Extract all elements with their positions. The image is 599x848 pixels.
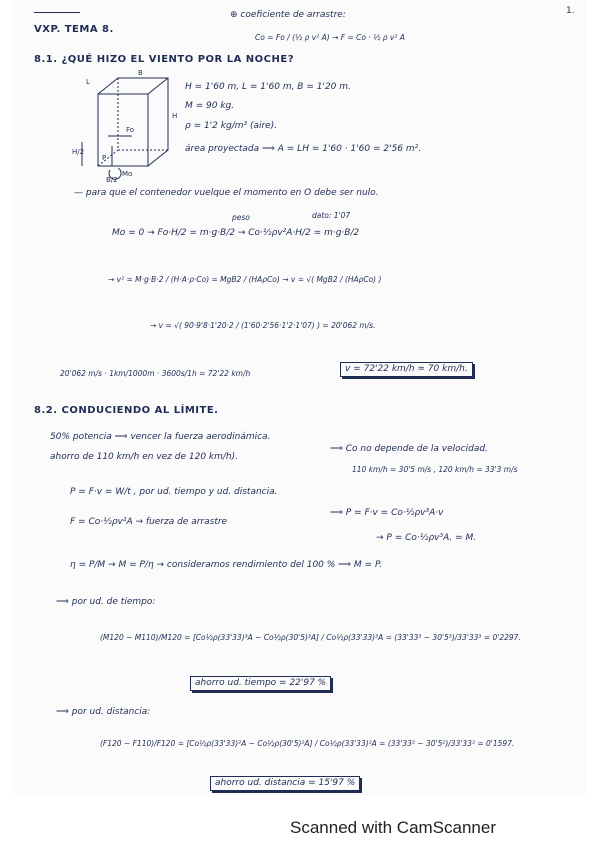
power-final-equation: → P = Co·½ρv³A. = M.: [376, 533, 477, 543]
section2-title: 8.2. CONDUCIENDO AL LÍMITE.: [34, 405, 219, 416]
power-line: 50% potencia ⟹ vencer la fuerza aerodinámica.: [50, 432, 271, 442]
data-line-mass: M = 90 kg.: [185, 101, 235, 111]
per-time-result-box: ahorro ud. tiempo = 22'97 %: [190, 676, 331, 691]
diagram-label-H2: H/2: [72, 148, 85, 156]
co-constant-note: ⟹ Co no depende de la velocidad.: [330, 444, 488, 454]
unit-conversion: 20'062 m/s · 1km/1000m · 3600s/1h = 72'22 km/h: [60, 369, 251, 378]
drag-coef-formula: Co = Fo / (½ ρ v² A) → F = Co · ½ ρ v² A: [255, 33, 405, 42]
drag-coef-label: ⊕ coeficiente de arrastre:: [230, 10, 346, 20]
section1-title: 8.1. ¿QUÉ HIZO EL VIENTO POR LA NOCHE?: [34, 54, 295, 65]
data-line-area: área proyectada ⟹ A = LH = 1'60 · 1'60 = 2'56 m².: [185, 144, 422, 154]
diagram-label-Fo: Fo: [126, 126, 135, 134]
velocity-squared-equation: → v² = M·g·B·2 / (H·A·ρ·Co) = MgB2 / (HAρCo) → v = √( MgB2 / (HAρCo) ): [108, 275, 382, 284]
saving-line: ahorro de 110 km/h en vez de 120 km/h).: [50, 452, 239, 462]
diagram-label-Mo: Mo: [122, 170, 133, 178]
power-drag-equation: ⟹ P = F·v = Co·½ρv³A·v: [330, 508, 444, 518]
data-line-dimensions: H = 1'60 m, L = 1'60 m, B = 1'20 m.: [185, 82, 351, 92]
speed-conversion: 110 km/h = 30'5 m/s , 120 km/h = 33'3 m/s: [352, 465, 518, 474]
drag-force-definition: F = Co·½ρv²A → fuerza de arrastre: [70, 517, 228, 527]
diagram-label-L: L: [86, 78, 90, 86]
data-line-density: ρ = 1'2 kg/m³ (aire).: [185, 121, 278, 131]
velocity-numeric-equation: → v = √( 90·9'8·1'20·2 / (1'60·2'56·1'2·1'07) ) = 20'062 m/s.: [150, 321, 376, 330]
dato-annotation: dato: 1'07: [312, 211, 351, 220]
diagram-label-H: H: [172, 112, 178, 120]
per-distance-equation: (F120 − F110)/F120 = [Co½ρ(33'33)²A − Co½ρ(30'5)²A] / Co½ρ(33'33)²A = (33'33² − 30'5²)/33'33² = 0'1597.: [100, 739, 515, 748]
moment-equation: Mo = 0 → Fo·H/2 = m·g·B/2 → Co·½ρv²A·H/2 = m·g·B/2: [112, 228, 360, 238]
power-definition: P = F·v = W/t , por ud. tiempo y ud. distancia.: [70, 487, 278, 497]
title-overline: [34, 12, 80, 13]
velocity-result-box: v = 72'22 km/h ≃ 70 km/h.: [340, 362, 473, 377]
efficiency-line: η = P/M → M = P/η → consideramos rendimiento del 100 % ⟹ M = P.: [70, 560, 383, 570]
page-number: 1.: [566, 6, 575, 16]
per-distance-result-box: ahorro ud. distancia = 15'97 %: [210, 776, 360, 791]
per-time-label: ⟹ por ud. de tiempo:: [56, 597, 156, 607]
diagram-label-B2: B/2: [106, 176, 118, 184]
moment-condition: — para que el contenedor vuelque el momento en O debe ser nulo.: [74, 188, 379, 198]
per-distance-label: ⟹ por ud. distancia:: [56, 707, 151, 717]
camscanner-watermark: Scanned with CamScanner: [290, 818, 497, 837]
page-title: VXP. TEMA 8.: [34, 24, 114, 35]
peso-annotation: peso: [232, 213, 250, 222]
per-time-equation: (M120 − M110)/M120 = [Co½ρ(33'33)³A − Co½ρ(30'5)³A] / Co½ρ(33'33)³A = (33'33³ − 30'5³)/33'33³ = 0'2297.: [100, 633, 521, 642]
diagram-label-B: B: [138, 69, 143, 77]
container-diagram: [72, 66, 182, 184]
diagram-label-P: P: [102, 154, 107, 162]
